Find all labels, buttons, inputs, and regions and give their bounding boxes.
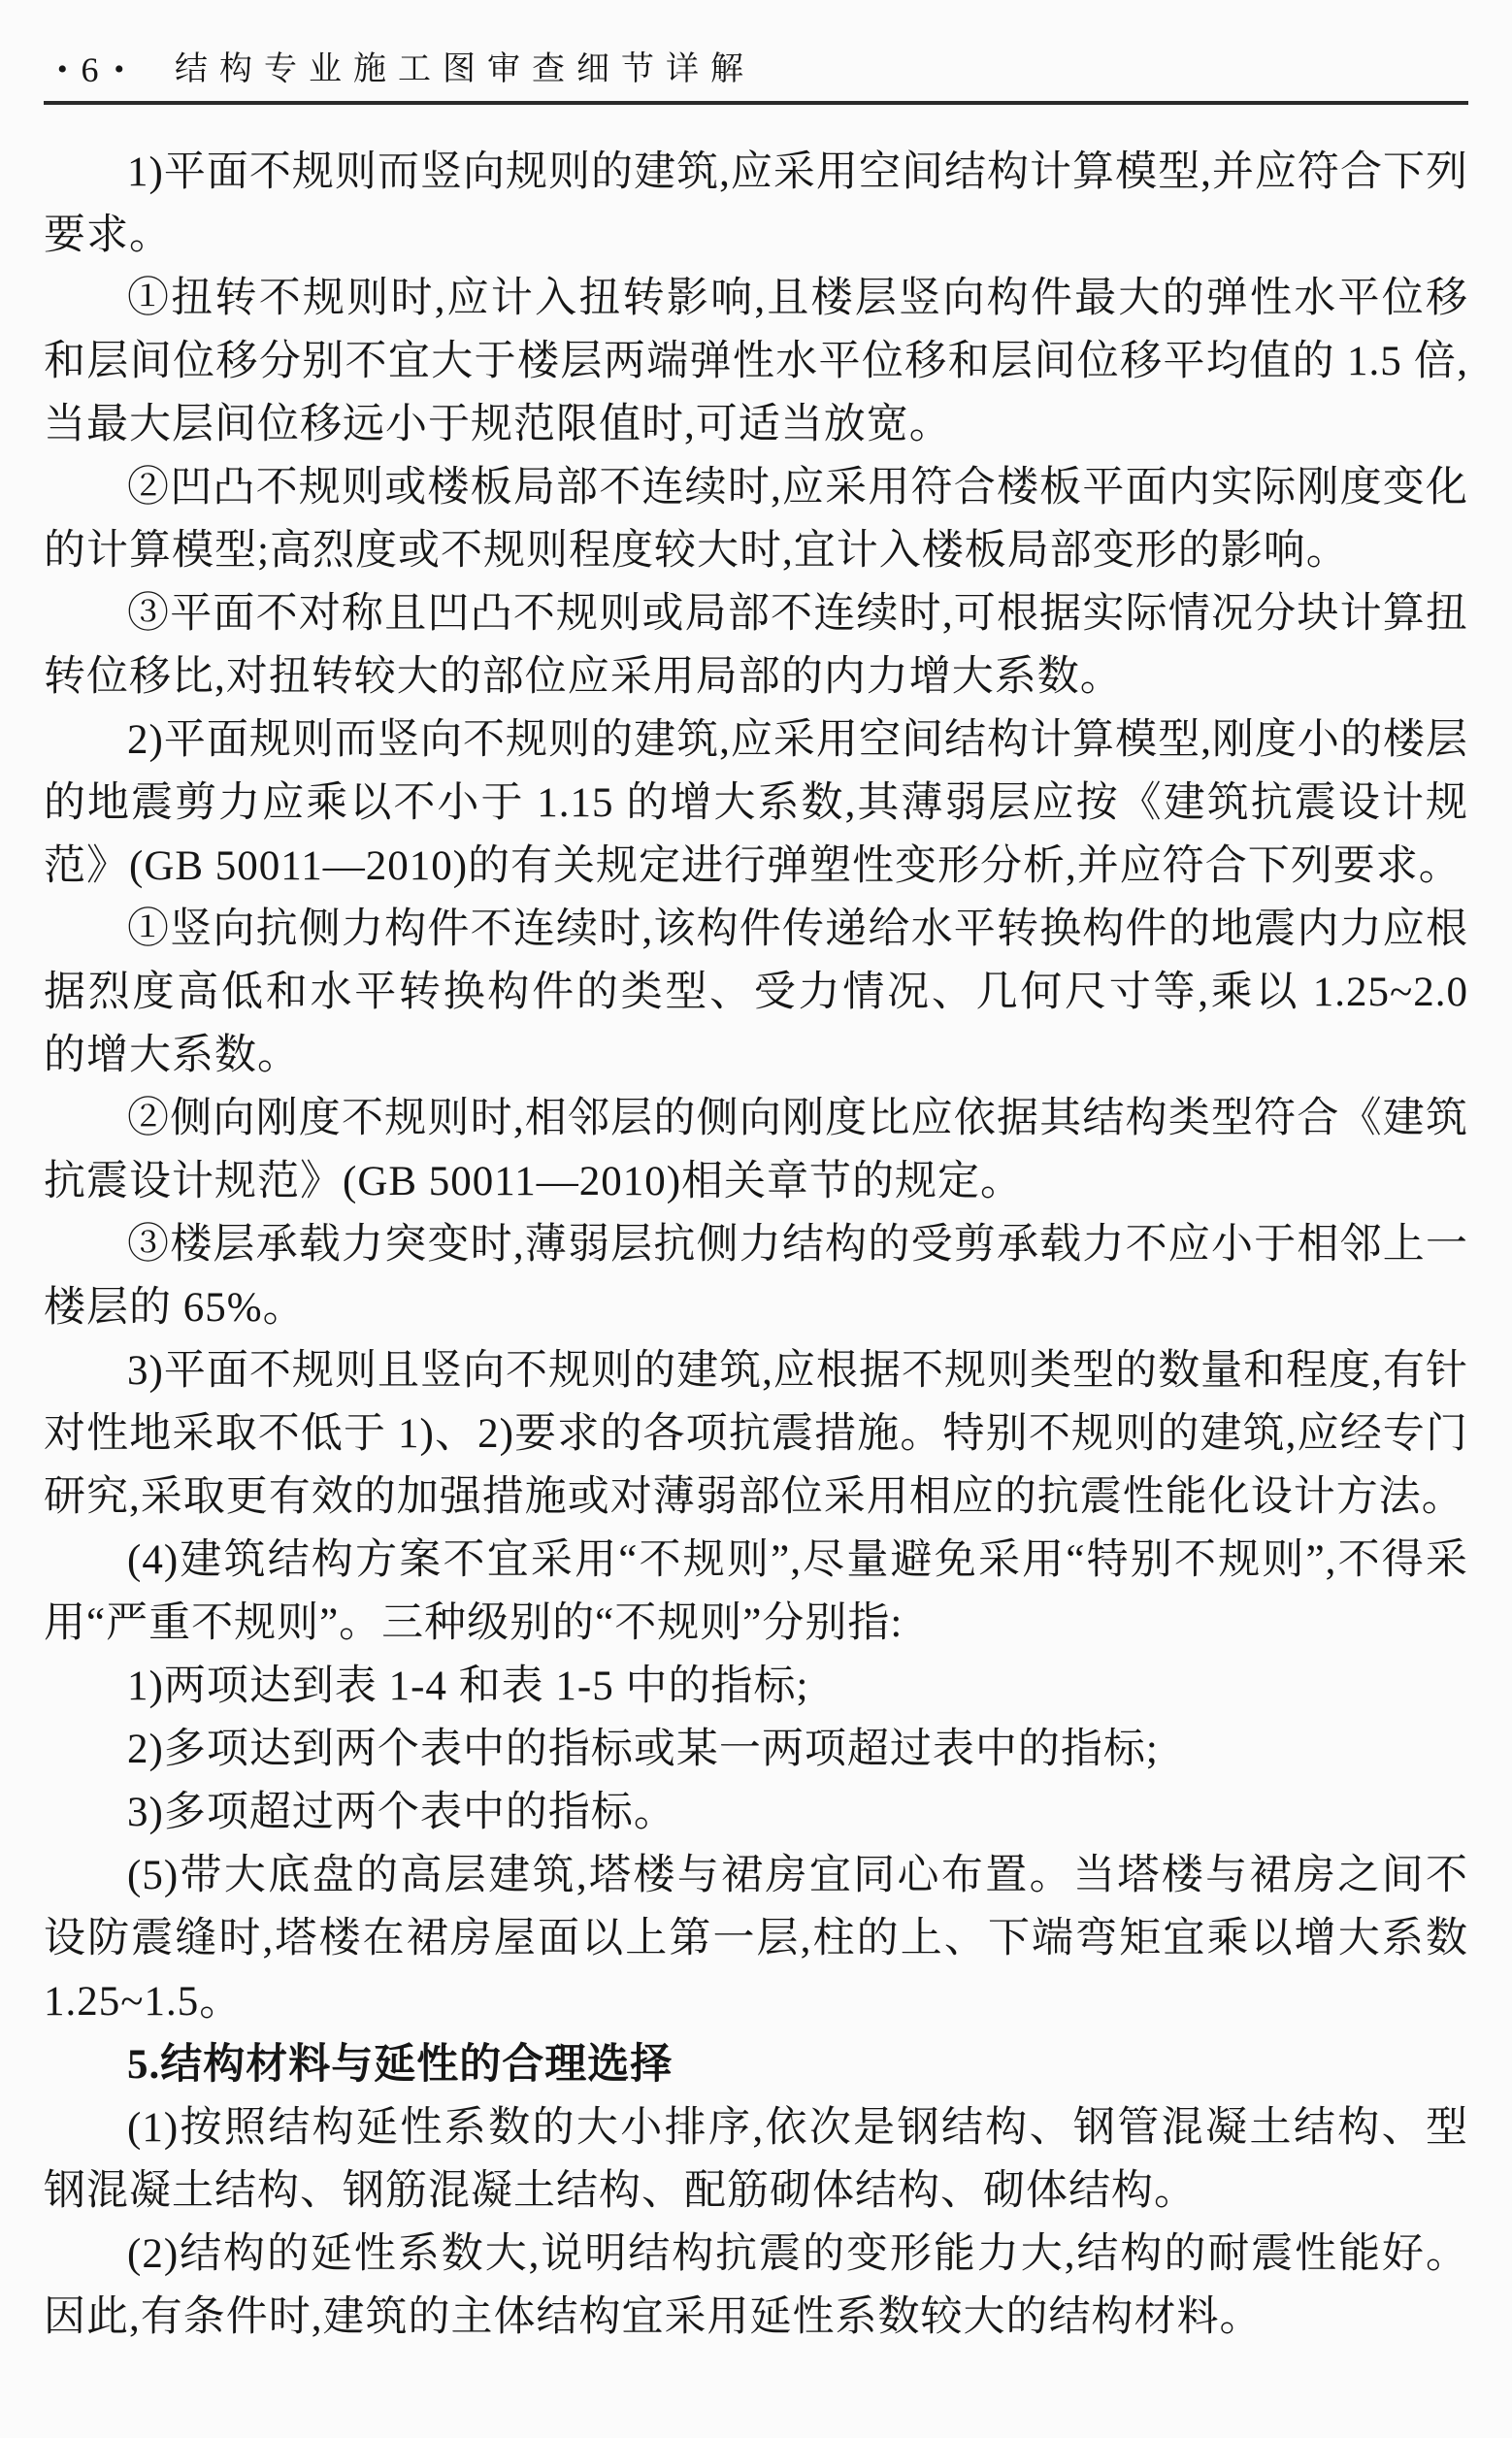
paragraph: ③楼层承载力突变时,薄弱层抗侧力结构的受剪承载力不应小于相邻上一楼层的 65%。	[44, 1222, 1468, 1331]
paragraph: 2)平面规则而竖向不规则的建筑,应采用空间结构计算模型,刚度小的楼层的地震剪力应乘以不小于 1.15 的增大系数,其薄弱层应按《建筑抗震设计规范》(GB 50011—2010)的有关规定进行弹塑性变形分析,并应符合下列要求。	[44, 717, 1468, 889]
header-dot-right: •	[114, 53, 125, 85]
paragraph: 1)两项达到表 1-4 和表 1-5 中的指标;	[127, 1664, 809, 1709]
header-dot-left: •	[57, 53, 68, 85]
paragraph: ①扭转不规则时,应计入扭转影响,且楼层竖向构件最大的弹性水平位移和层间位移分别不宜大于楼层两端弹性水平位移和层间位移平均值的 1.5 倍,当最大层间位移远小于规范限值时,可适当放宽。	[44, 276, 1468, 447]
book-title: 结构专业施工图审查细节详解	[175, 51, 756, 87]
paragraph: (5)带大底盘的高层建筑,塔楼与裙房宜同心布置。当塔楼与裙房之间不设防震缝时,塔楼在裙房屋面以上第一层,柱的上、下端弯矩宜乘以增大系数 1.25~1.5。	[44, 1853, 1468, 2025]
paragraph: 3)平面不规则且竖向不规则的建筑,应根据不规则类型的数量和程度,有针对性地采取不低于 1)、2)要求的各项抗震措施。特别不规则的建筑,应经专门研究,采取更有效的加强措施或对薄弱部位采用相应的抗震性能化设计方法。	[44, 1348, 1468, 1520]
paragraph: ①竖向抗侧力构件不连续时,该构件传递给水平转换构件的地震内力应根据烈度高低和水平转换构件的类型、受力情况、几何尺寸等,乘以 1.25~2.0 的增大系数。	[44, 906, 1468, 1078]
paragraph: ②凹凸不规则或楼板局部不连续时,应采用符合楼板平面内实际刚度变化的计算模型;高烈度或不规则程度较大时,宜计入楼板局部变形的影响。	[44, 465, 1468, 574]
section-heading: 5.结构材料与延性的合理选择	[127, 2042, 674, 2088]
paragraph: (4)建筑结构方案不宜采用“不规则”,尽量避免采用“特别不规则”,不得采用“严重不规则”。三种级别的“不规则”分别指:	[44, 1537, 1468, 1646]
page-content	[44, 141, 1468, 2349]
paragraph: ②侧向刚度不规则时,相邻层的侧向刚度比应依据其结构类型符合《建筑抗震设计规范》(GB 50011—2010)相关章节的规定。	[44, 1096, 1468, 1204]
paragraph: 3)多项超过两个表中的指标。	[127, 1790, 676, 1835]
paragraph: ③平面不对称且凹凸不规则或局部不连续时,可根据实际情况分块计算扭转位移比,对扭转较大的部位应采用局部的内力增大系数。	[44, 591, 1468, 700]
page-number: 6	[81, 50, 101, 89]
header-rule	[44, 101, 1468, 105]
paragraph: 1)平面不规则而竖向规则的建筑,应采用空间结构计算模型,并应符合下列要求。	[44, 149, 1468, 258]
paragraph: 2)多项达到两个表中的指标或某一两项超过表中的指标;	[127, 1727, 1159, 1772]
paragraph: (2)结构的延性系数大,说明结构抗震的变形能力大,结构的耐震性能好。因此,有条件时,建筑的主体结构宜采用延性系数较大的结构材料。	[44, 2231, 1468, 2340]
paragraph: (1)按照结构延性系数的大小排序,依次是钢结构、钢管混凝土结构、型钢混凝土结构、钢筋混凝土结构、配筋砌体结构、砌体结构。	[44, 2105, 1468, 2214]
page-header	[44, 50, 1468, 89]
